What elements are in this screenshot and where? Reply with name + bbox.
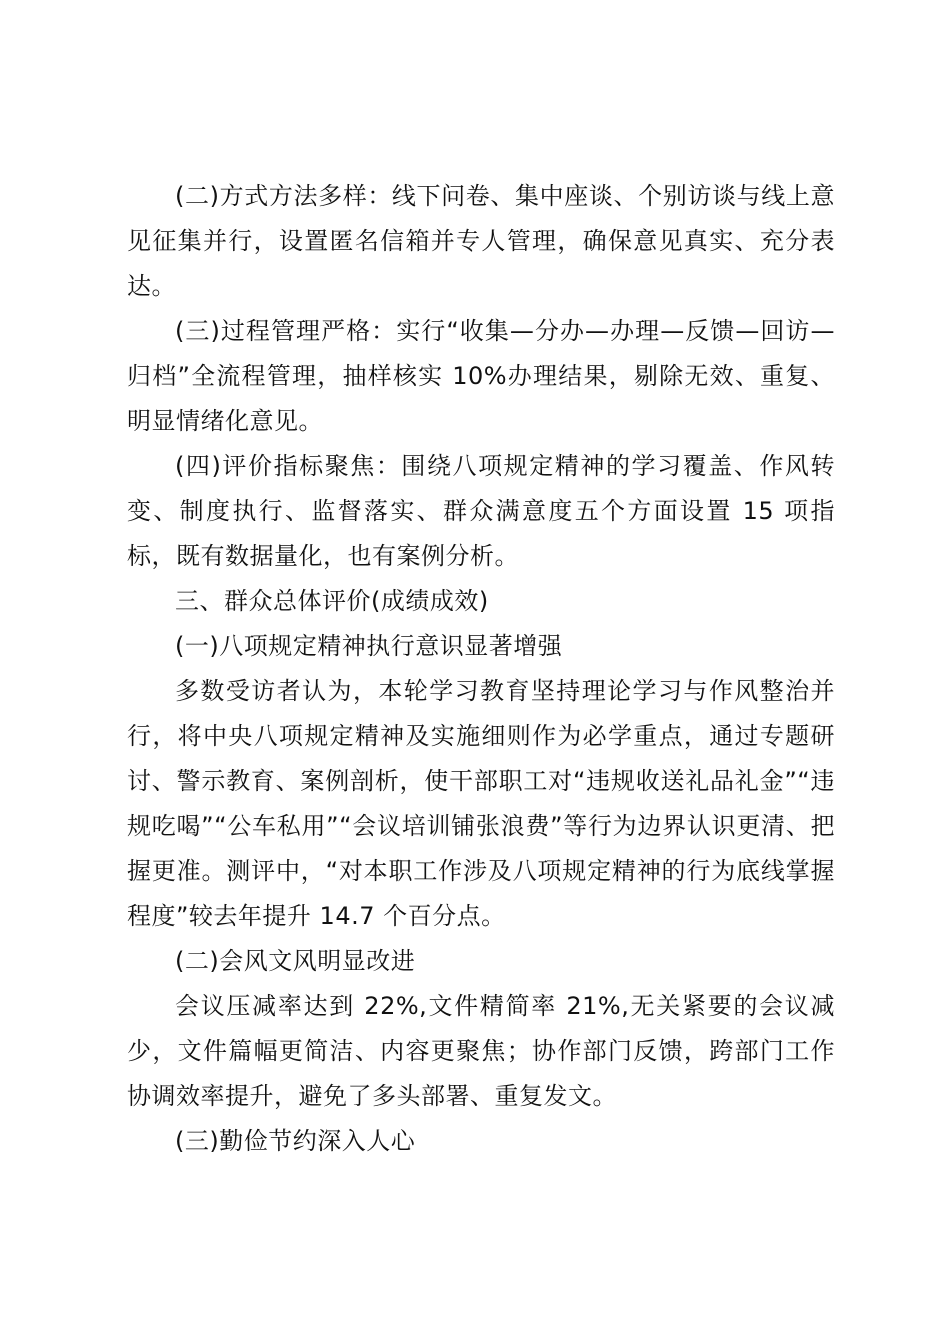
paragraph-meeting-style: 会议压减率达到 22%,文件精简率 21%,无关紧要的会议减少，文件篇幅更简洁、内容更聚焦；协作部门反馈，跨部门工作协调效率提升，避免了多头部署、重复发文。 <box>127 992 835 1110</box>
paragraph-process-management: (三)过程管理严格：实行“收集—分办—办理—反馈—回访—归档”全流程管理，抽样核实 10%办理结果，剔除无效、重复、明显情绪化意见。 <box>127 317 835 435</box>
document-body <box>127 174 835 1164</box>
subheading-meeting-style: (二)会风文风明显改进 <box>175 947 416 975</box>
paragraph-evaluation-indicators: (四)评价指标聚焦：围绕八项规定精神的学习覆盖、作风转变、制度执行、监督落实、群众满意度五个方面设置 15 项指标，既有数据量化，也有案例分析。 <box>127 452 835 570</box>
subheading-awareness: (一)八项规定精神执行意识显著增强 <box>175 632 563 660</box>
paragraph-awareness: 多数受访者认为，本轮学习教育坚持理论学习与作风整治并行，将中央八项规定精神及实施细则作为必学重点，通过专题研讨、警示教育、案例剖析，使干部职工对“违规收送礼品礼金”“违规吃喝”“公车私用”“会议培训铺张浪费”等行为边界认识更清、把握更准。测评中，“对本职工作涉及八项规定精神的行为底线掌握程度”较去年提升 14.7 个百分点。 <box>127 677 835 930</box>
paragraph-method-diversity: (二)方式方法多样：线下问卷、集中座谈、个别访谈与线上意见征集并行，设置匿名信箱并专人管理，确保意见真实、充分表达。 <box>127 182 835 300</box>
subheading-frugality: (三)勤俭节约深入人心 <box>175 1127 416 1155</box>
section-heading-overall-evaluation: 三、群众总体评价(成绩成效) <box>175 587 489 615</box>
